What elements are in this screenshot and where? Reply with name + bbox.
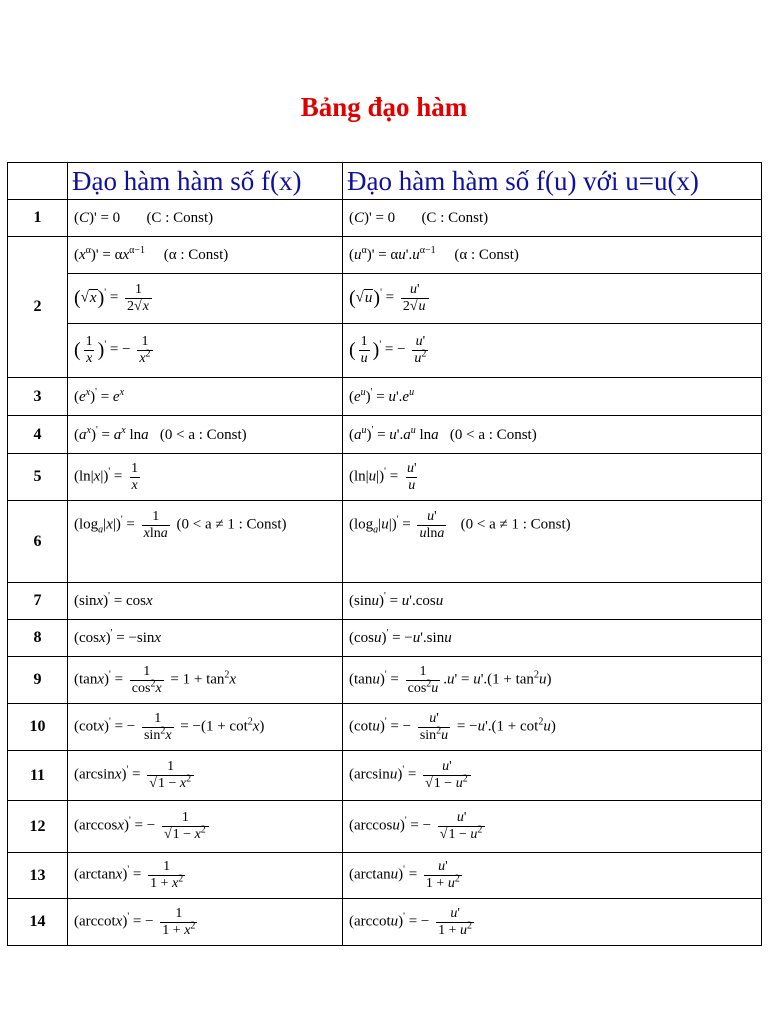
table-row [8,657,762,704]
formula-fu: (cosu)' = −u'.sinu [343,620,762,657]
row-number: 1 [8,200,68,237]
formula-fu: (arccotu)' = − $\frac{u'}{1 + u^2}$ [343,899,762,946]
row-number: 12 [8,801,68,853]
row-number: 4 [8,416,68,454]
formula-fx: (arctanx)' = $\frac{1}{1 + x^2}$ [68,853,343,899]
formula-fx: (arccosx)' = − $\frac{1}{√1 - x^2}$ [68,801,343,853]
table-row [8,416,762,454]
row-number: 9 [8,657,68,704]
row-number: 13 [8,853,68,899]
formula-fx: (arccotx)' = − $\frac{1}{1 + x^2}$ [68,899,343,946]
formula-fx: (cotx)' = − $\frac{1}{\sin^2x}$ = $-(1 + \cot^2x)$ [68,704,343,751]
formula-fx: $(a^x)' = a^x$ lna (0 < a : Const) [68,416,343,454]
row-number: 14 [8,899,68,946]
formula-fu: ( $\frac{1}{u}$ )' = − $\frac{u'}{u^2}$ [343,324,762,378]
note-a-pos: (0 < a : Const) [449,426,537,443]
note-alpha-const: (α : Const) [163,247,229,263]
formula-fx: $(\log_a|x|)'$ = $\frac{1}{xlna}$ (0 < a ≠ 1 : Const) [68,501,343,583]
table-row [8,853,762,899]
formula-fx: (arcsinx)' = $\frac{1}{√1 - x^2}$ [68,751,343,801]
formula-fu: (tanu)' = $\frac{1}{\cos^2u}$ $.u' = u'.(1 + \tan^2u)$ [343,657,762,704]
note-const: (C : Const) [146,210,214,226]
row-number: 5 [8,454,68,501]
table-row [8,751,762,801]
note-a-log: (0 < a ≠ 1 : Const) [176,516,287,533]
derivative-table [7,162,762,946]
table-row [8,620,762,657]
table-row [8,583,762,620]
formula-fu: (sinu)' = u'.cosu [343,583,762,620]
table-row [8,237,762,274]
formula-fu: (cotu)' = − $\frac{u'}{\sin^2u}$ = $-u'.(1 + \cot^2u)$ [343,704,762,751]
header-fx: Đạo hàm hàm số f(x) [68,163,343,200]
table-row [8,200,762,237]
formula-fu: (√u)' = $\frac{u'}{2√u}$ [343,274,762,324]
formula-fx: (√x)' = $\frac{1}{2√x}$ [68,274,343,324]
row-number: 8 [8,620,68,657]
formula-fx: ( $\frac{1}{x}$ )' = − $\frac{1}{x^2}$ [68,324,343,378]
note-alpha-const: (α : Const) [454,247,519,263]
table-header-row [8,163,762,200]
header-number-cell [8,163,68,200]
row-number: 7 [8,583,68,620]
note-a-pos: (0 < a : Const) [159,426,247,443]
page-title: Bảng đạo hàm [300,92,468,122]
row-number: 10 [8,704,68,751]
formula-fu: $(\log_a|u|)'$ = $\frac{u'}{ulna}$ (0 < a ≠ 1 : Const) [343,501,762,583]
row-number: 6 [8,501,68,583]
note-a-log: (0 < a ≠ 1 : Const) [460,516,571,533]
row-number: 2 [8,237,68,378]
formula-fu: $(e^u)' = u'.e^u$ [343,378,762,416]
table-row [8,899,762,946]
row-number: 11 [8,751,68,801]
row-number: 3 [8,378,68,416]
table-row [8,704,762,751]
header-fu: Đạo hàm hàm số f(u) với u=u(x) [343,163,762,200]
formula-fu: (C)' = 0 (C : Const) [343,200,762,237]
formula-fx: $(e^x)' = e^x$ [68,378,343,416]
formula-fx: (cosx)' = −sinx [68,620,343,657]
formula-fx: (tanx)' = $\frac{1}{\cos^2x}$ = $1 + \tan^2x$ [68,657,343,704]
formula-fu: (arctanu)' = $\frac{u'}{1 + u^2}$ [343,853,762,899]
table-row [8,378,762,416]
formula-fu: (ln|u|)' = $\frac{u'}{u}$ [343,454,762,501]
table-row [8,324,762,378]
formula-fx: $(x^\alpha)' = \alpha x^{\alpha-1}$ (α : Const) [68,237,343,274]
table-row [8,501,762,583]
table-row [8,454,762,501]
note-const: (C : Const) [421,210,489,226]
table-row [8,274,762,324]
formula-fx: (ln|x|)' = $\frac{1}{x}$ [68,454,343,501]
formula-fx: (C)' = 0 (C : Const) [68,200,343,237]
formula-fu: $(u^\alpha)' = \alpha u'.u^{\alpha-1}$ (α : Const) [343,237,762,274]
formula-fu: (arcsinu)' = $\frac{u'}{√1 - u^2}$ [343,751,762,801]
formula-fu: $(a^u)' = u'.a^u$ lna (0 < a : Const) [343,416,762,454]
formula-fx: (sinx)' = cosx [68,583,343,620]
formula-fu: (arccosu)' = − $\frac{u'}{√1 - u^2}$ [343,801,762,853]
table-row [8,801,762,853]
